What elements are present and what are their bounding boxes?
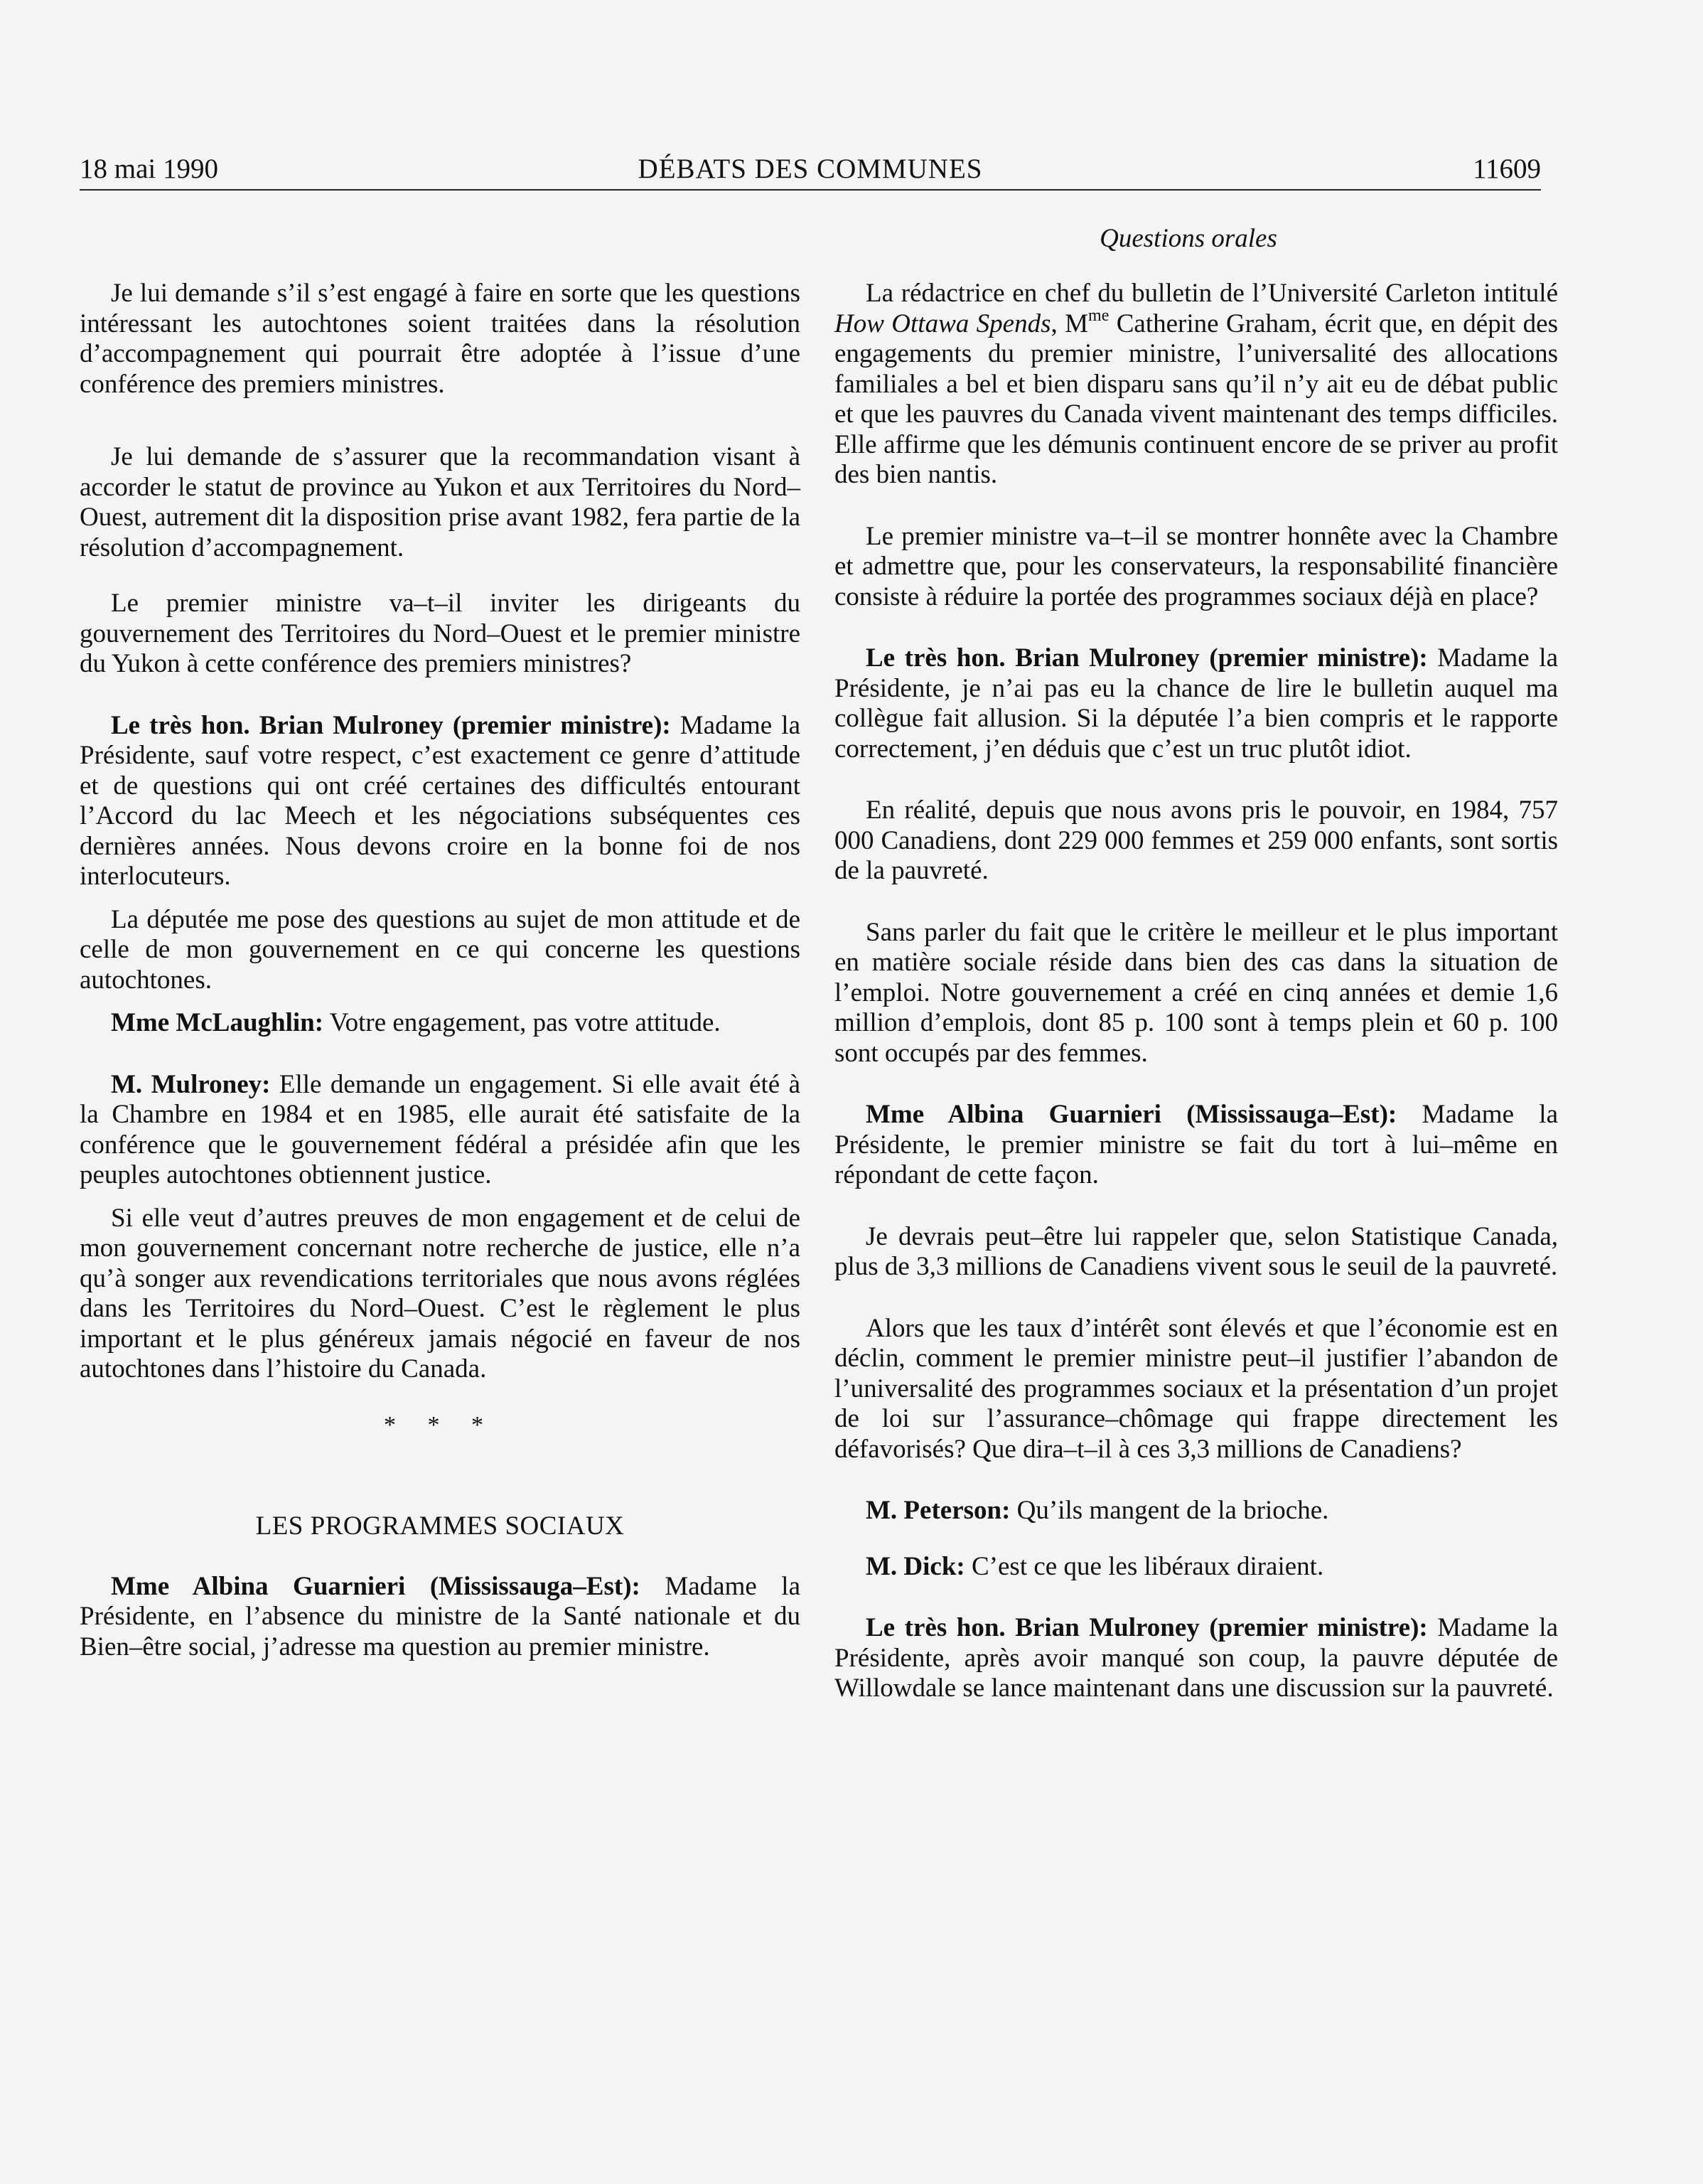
paragraph: Sans parler du fait que le critère le meilleur et le plus important en matière sociale réside dans bien des cas dans la situation de l’emploi. Notre gouvernement a créé en cinq années et demie 1,6 million d’emplois, dont 85 p. 100 sont à temps plein et 60 p. 100 sont occupés par des femmes. xyxy=(834,917,1558,1068)
paragraph: Si elle veut d’autres preuves de mon engagement et de celui de mon gouvernement concernant notre recherche de justice, elle n’a qu’à songer aux revendications territoriales que nous avons réglées dans les Territoires du Nord–Ouest. C’est le règlement le plus important et le plus généreux jamais négocié en faveur de nos autochtones dans l’histoire du Canada. xyxy=(80,1203,800,1383)
speech-text: Votre engagement, pas votre attitude. xyxy=(323,1008,721,1037)
speech-text: Elle demande un engagement. Si elle avait été à la Chambre en 1984 et en 1985, elle aurait été satisfaite de la conférence que le gouvernement fédéral a présidée afin que les peuples autochtones obtiennent justice. xyxy=(80,1069,801,1189)
speech-text: Qu’ils mangent de la brioche. xyxy=(1010,1496,1329,1525)
speech-text: Madame la Présidente, en l’absence du ministre de la Santé nationale et du Bien–être social, j’adresse ma question au premier ministre. xyxy=(80,1571,800,1661)
speech-paragraph xyxy=(80,1070,800,1191)
speech-paragraph xyxy=(80,711,800,892)
speech-paragraph xyxy=(834,1496,1558,1526)
header-page-number: 11609 xyxy=(1472,154,1541,184)
section-label: Questions orales xyxy=(1100,224,1277,253)
header-date: 18 mai 1990 xyxy=(80,154,218,184)
paragraph: Alors que les taux d’intérêt sont élevés et que l’économie est en déclin, comment le premier ministre peut–il justifier l’abandon de l’universalité des programmes sociaux et la présentation d’un projet de loi sur l’assurance–chômage qui frappe directement les défavorisés? Que dira–t–il à ces 3,3 millions de Canadiens? xyxy=(834,1313,1558,1464)
speech-paragraph xyxy=(80,1008,800,1039)
speech-paragraph xyxy=(80,1572,800,1663)
speech-paragraph xyxy=(834,1100,1558,1191)
speech-text: Madame la Présidente, le premier ministre se fait du tort à lui–même en répondant de cette façon. xyxy=(834,1100,1558,1189)
section-heading: LES PROGRAMMES SOCIAUX xyxy=(255,1511,625,1541)
text-run: , M xyxy=(1051,309,1089,338)
speech-paragraph xyxy=(834,1613,1558,1704)
publication-title: How Ottawa Spends xyxy=(834,309,1051,338)
text-run: La rédactrice en chef du bulletin de l’Université Carleton intitulé xyxy=(866,279,1558,308)
header-title: DÉBATS DES COMMUNES xyxy=(638,154,983,184)
paragraph: La députée me pose des questions au sujet de mon attitude et de celle de mon gouvernement en ce qui concerne les questions autochtones. xyxy=(80,904,800,995)
speech-text: Madame la Présidente, après avoir manqué son coup, la pauvre députée de Willowdale se lance maintenant dans une discussion sur la pauvreté. xyxy=(834,1613,1558,1703)
speaker-name: Le très hon. Brian Mulroney (premier ministre): xyxy=(111,710,671,740)
speaker-name: Mme McLaughlin: xyxy=(111,1008,324,1037)
right-column xyxy=(834,279,1558,1730)
speaker-name: M. Mulroney: xyxy=(111,1069,271,1099)
left-column xyxy=(80,279,800,1688)
paragraph: Le premier ministre va–t–il se montrer honnête avec la Chambre et admettre que, pour les conservateurs, la responsabilité financière consiste à réduire la portée des programmes sociaux déjà en place? xyxy=(834,521,1558,611)
header-rule xyxy=(80,189,1541,191)
paragraph: Je lui demande de s’assurer que la recommandation visant à accorder le statut de province au Yukon et aux Territoires du Nord–Ouest, autrement dit la disposition prise avant 1982, fera partie de la résolution d’accompagnement. xyxy=(80,442,800,562)
speech-text: C’est ce que les libéraux diraient. xyxy=(965,1551,1324,1581)
paragraph xyxy=(834,279,1558,491)
paragraph: Je lui demande s’il s’est engagé à faire en sorte que les questions intéressant les autochtones soient traitées dans la résolution d’accompagnement qui pourrait être adoptée à l’issue d’une conférence des premiers ministres. xyxy=(80,279,800,399)
speaker-name: Le très hon. Brian Mulroney (premier ministre): xyxy=(866,643,1428,673)
speaker-name: Mme Albina Guarnieri (Mississauga–Est): xyxy=(111,1571,640,1601)
paragraph: En réalité, depuis que nous avons pris le pouvoir, en 1984, 757 000 Canadiens, dont 229 000 femmes et 259 000 enfants, sont sortis de la pauvreté. xyxy=(834,796,1558,885)
speaker-name: M. Dick: xyxy=(866,1551,965,1581)
paragraph: Je devrais peut–être lui rappeler que, selon Statistique Canada, plus de 3,3 millions de Canadiens vivent sous le seuil de la pauvreté. xyxy=(834,1221,1558,1281)
paragraph: Le premier ministre va–t–il inviter les dirigeants du gouvernement des Territoires du Nord–Ouest et le premier ministre du Yukon à cette conférence des premiers ministres? xyxy=(80,589,800,678)
speech-paragraph xyxy=(834,643,1558,764)
text-run: Catherine Graham, écrit que, en dépit des engagements du premier ministre, l’universalité des allocations familiales a bel et bien disparu sans qu’il n’y ait eu de débat public et que les pauvres du Canada vivent maintenant des temps difficiles. Elle affirme que les démunis continuent encore de se priver au profit des bien nantis. xyxy=(834,309,1558,489)
speaker-name: Le très hon. Brian Mulroney (premier ministre): xyxy=(866,1613,1428,1642)
speaker-name: Mme Albina Guarnieri (Mississauga–Est): xyxy=(866,1100,1397,1129)
speaker-name: M. Peterson: xyxy=(866,1496,1011,1525)
speech-text: Madame la Présidente, sauf votre respect, c’est exactement ce genre d’attitude et de questions qui ont créé certaines des difficultés entourant l’Accord du lac Meech et les négociations subséquentes ces dernières années. Nous devons croire en la bonne foi de nos interlocuteurs. xyxy=(80,710,800,891)
speech-text: Madame la Présidente, je n’ai pas eu la chance de lire le bulletin auquel ma collègue fait allusion. Si la députée l’a bien compris et le rapporte correctement, j’en déduis que c’est un truc plutôt idiot. xyxy=(834,643,1558,764)
section-separator: * * * xyxy=(384,1411,496,1438)
speech-paragraph xyxy=(834,1552,1558,1583)
superscript: me xyxy=(1088,306,1110,325)
page-header xyxy=(80,148,1541,191)
